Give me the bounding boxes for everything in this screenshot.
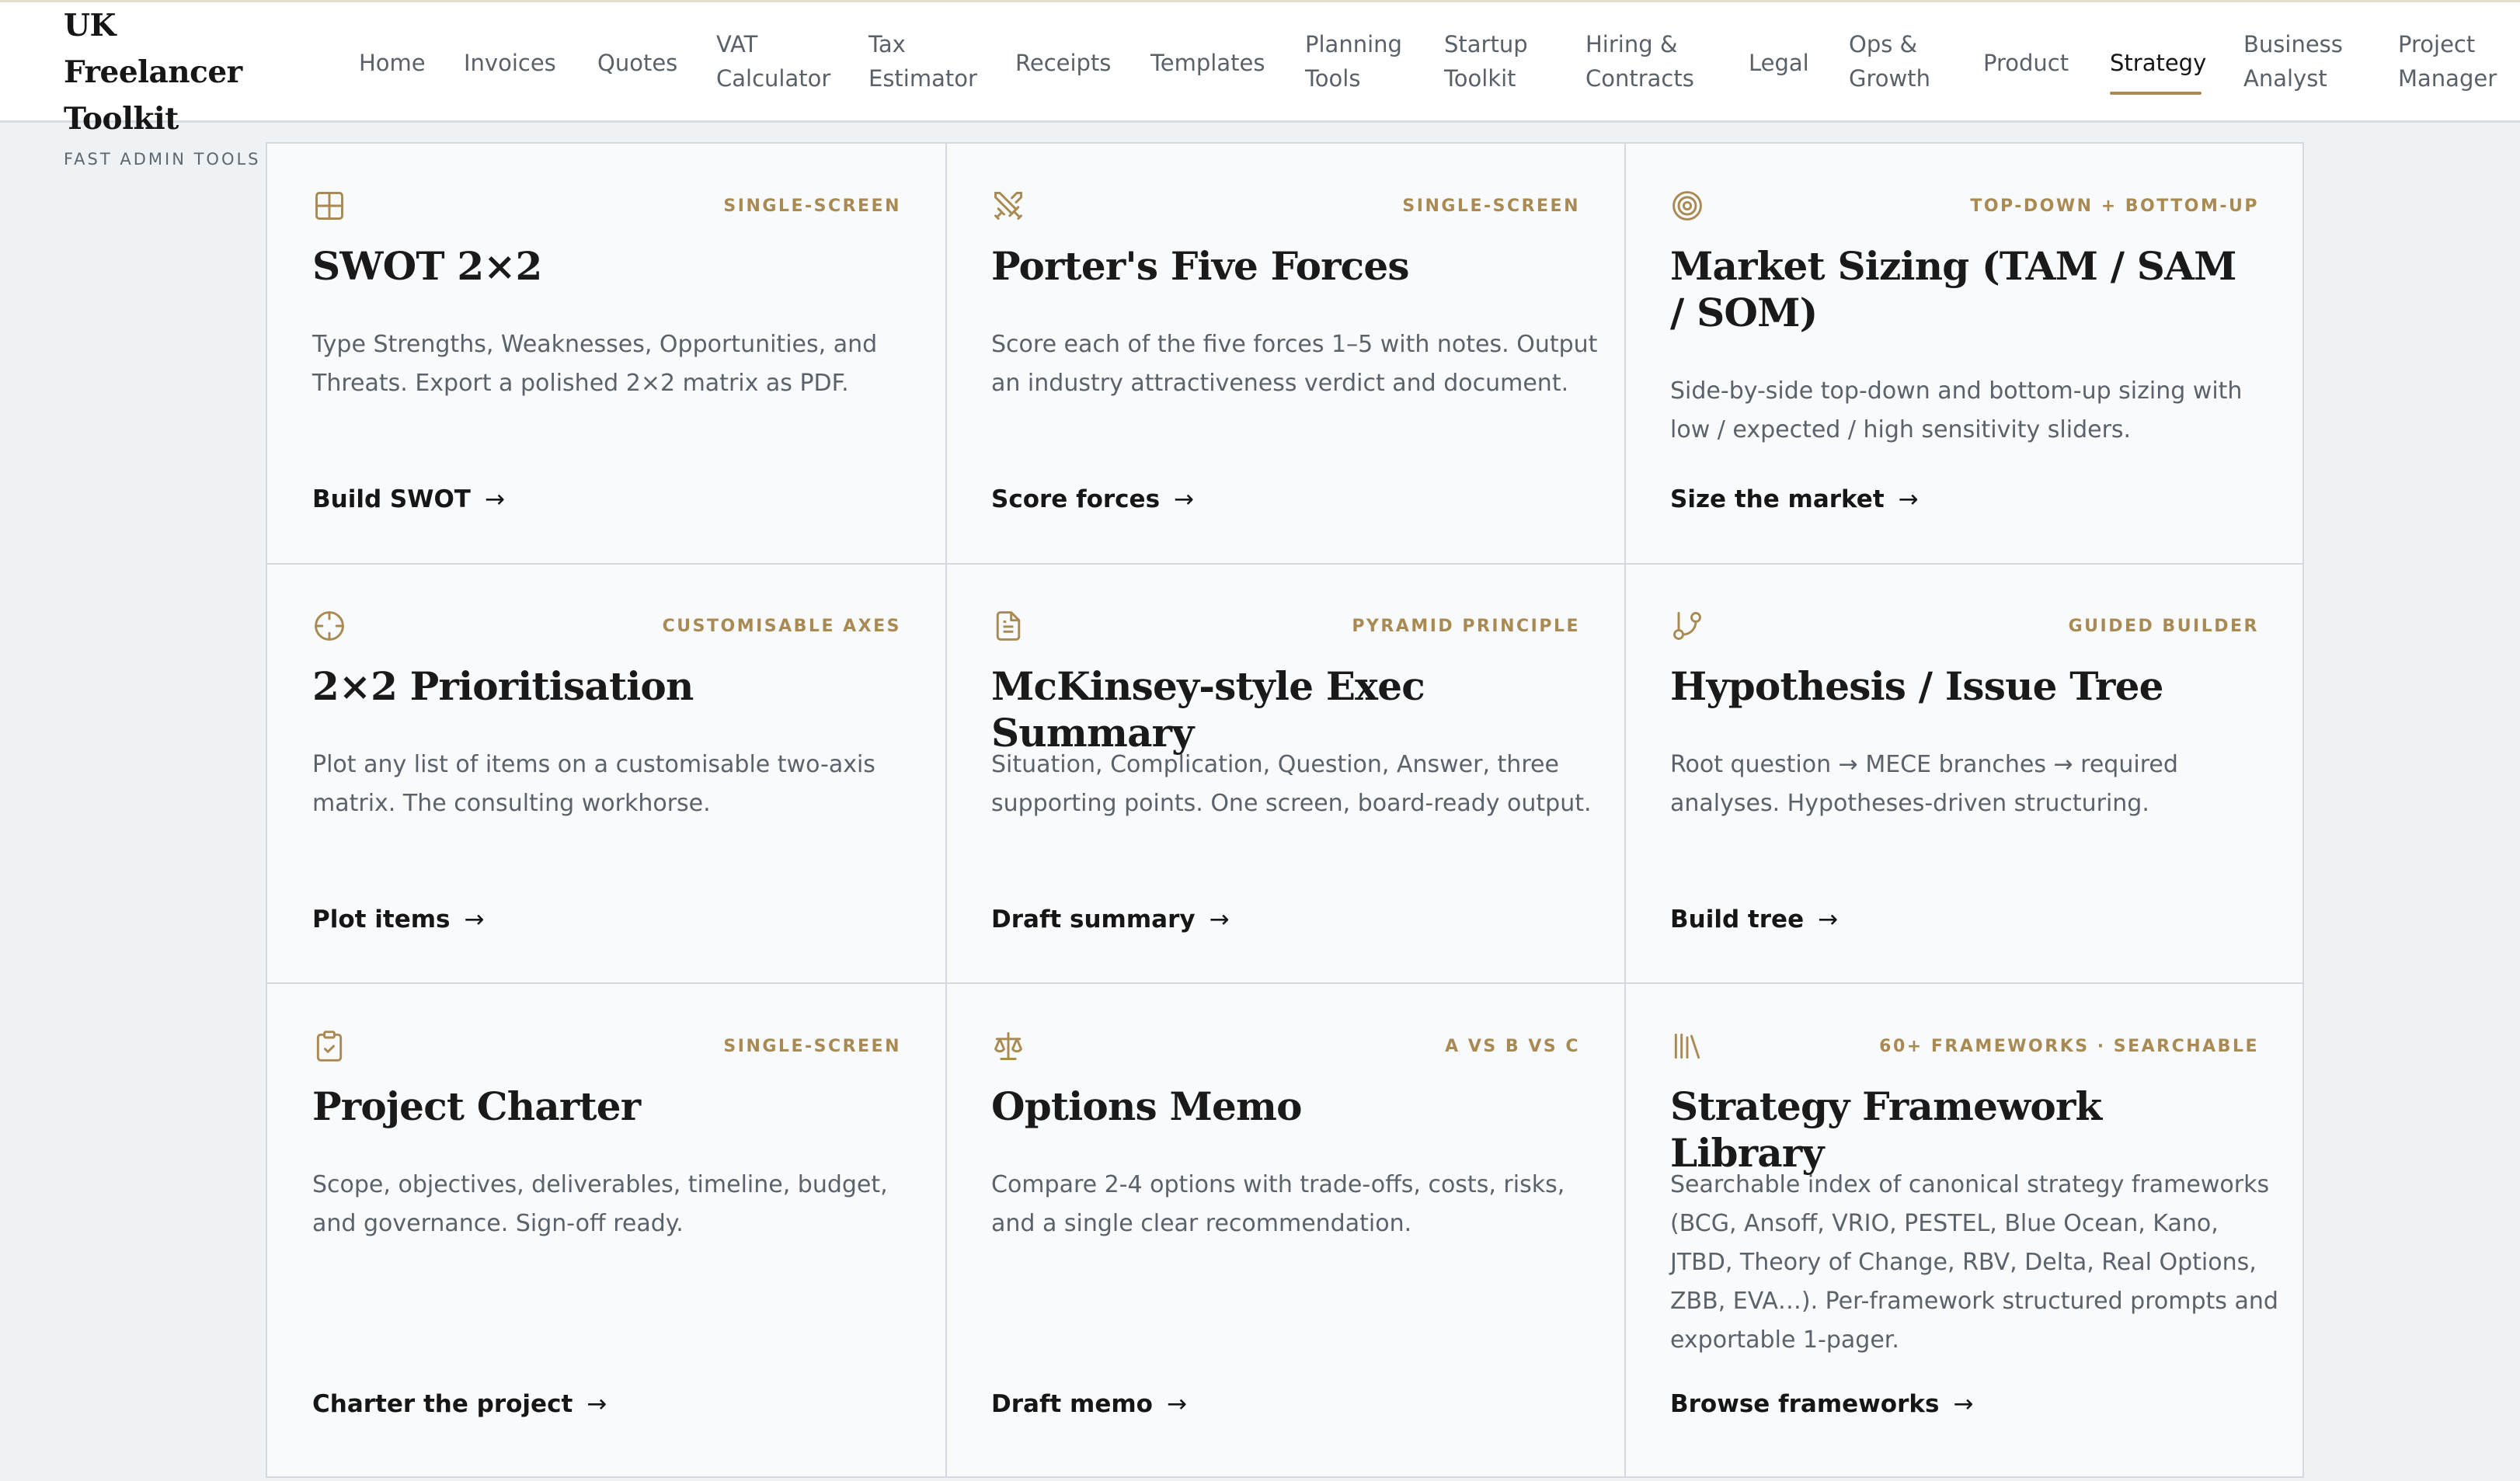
nav-item-tax-estimator[interactable]: Tax Estimator [868,31,977,92]
nav-item-vat-calculator[interactable]: VAT Calculator [716,31,831,92]
build-tree-link[interactable]: Build tree → [1670,906,1839,933]
card-description: Compare 2-4 options with trade-offs, costs, risks, and a single clear recommendation. [991,1171,1565,1237]
arrow-right-icon: → [1818,906,1839,933]
nav-item-hiring-contracts[interactable]: Hiring & Contracts [1585,31,1694,92]
tool-card-porters-five-forces[interactable] [946,144,1625,563]
draft-memo-link[interactable]: Draft memo → [991,1390,1187,1418]
swords-icon [991,189,1025,223]
crosshair-icon [312,609,346,643]
card-badge: TOP-DOWN + BOTTOM-UP [1970,196,2259,216]
card-badge: CUSTOMISABLE AXES [662,617,901,636]
clipboard-check-icon [312,1029,346,1063]
nav-item-business-analyst[interactable]: Business Analyst [2243,31,2343,92]
nav-item-startup-toolkit[interactable]: Startup Toolkit [1444,31,1528,92]
nav-item-ops-growth[interactable]: Ops & Growth [1849,31,1930,92]
card-description: Type Strengths, Weaknesses, Opportunities, and Threats. Export a polished 2×2 matrix as PDF. [312,331,878,397]
arrow-right-icon: → [1166,1390,1187,1418]
arrow-right-icon: → [1174,485,1195,513]
top-header [0,0,2520,169]
brand[interactable] [64,2,297,169]
card-title: Project Charter [312,1083,641,1129]
browse-frameworks-link[interactable]: Browse frameworks → [1670,1390,1974,1418]
brand-tagline: FAST ADMIN TOOLS [64,150,261,169]
arrow-right-icon: → [464,906,485,933]
card-description: Side-by-side top-down and bottom-up sizing with low / expected / high sensitivity sliders. [1670,377,2243,443]
card-badge: GUIDED BUILDER [2068,617,2259,636]
tool-card-issue-tree[interactable] [1625,564,2304,983]
tool-card-swot[interactable] [267,144,946,563]
tool-card-project-charter[interactable] [267,984,946,1481]
active-nav-indicator [2110,92,2202,95]
charter-the-project-link[interactable]: Charter the project → [312,1390,607,1418]
card-description: Searchable index of canonical strategy frameworks (BCG, Ansoff, VRIO, PESTEL, Blue Ocean, Kano, JTBD, Theory of Change, RBV, Delta, Real Options, ZBB, EVA…). Per-framework structured prompts and exportable 1-pager. [1670,1171,2278,1354]
score-forces-link[interactable]: Score forces → [991,485,1195,513]
grid-icon [312,189,346,223]
card-badge: PYRAMID PRINCIPLE [1352,617,1580,636]
card-title: Market Sizing (TAM / SAM / SOM) [1670,243,2236,335]
arrow-right-icon: → [586,1390,607,1418]
size-the-market-link[interactable]: Size the market → [1670,485,1919,513]
library-icon [1670,1029,1704,1063]
arrow-right-icon: → [1209,906,1230,933]
nav-item-quotes[interactable]: Quotes [597,50,678,76]
card-title: Options Memo [991,1083,1302,1129]
card-badge: SINGLE-SCREEN [723,1037,901,1056]
build-swot-link[interactable]: Build SWOT → [312,485,505,513]
nav-item-planning-tools[interactable]: Planning Tools [1305,31,1402,92]
nav-item-product[interactable]: Product [1983,50,2069,76]
nav-item-strategy[interactable]: Strategy [2110,50,2207,76]
target-icon [1670,189,1704,223]
arrow-right-icon: → [1898,485,1919,513]
card-description: Scope, objectives, deliverables, timeline, budget, and governance. Sign-off ready. [312,1171,888,1237]
card-badge: SINGLE-SCREEN [1402,196,1580,216]
card-badge: SINGLE-SCREEN [723,196,901,216]
card-description: Plot any list of items on a customisable two-axis matrix. The consulting workhorse. [312,751,875,817]
tool-card-options-memo[interactable] [946,984,1625,1481]
card-title: 2×2 Prioritisation [312,663,694,709]
nav-item-home[interactable]: Home [359,50,426,76]
tool-card-market-sizing[interactable] [1625,144,2304,563]
brand-name: UK Freelancer Toolkit [64,8,242,137]
card-title: Strategy Framework Library [1670,1083,2102,1176]
card-description: Score each of the five forces 1–5 with notes. Output an industry attractiveness verdict and document. [991,331,1598,397]
card-title: McKinsey-style Exec Summary [991,663,1425,756]
scales-icon [991,1029,1025,1063]
arrow-right-icon: → [1953,1390,1974,1418]
tool-card-prioritisation[interactable] [267,564,946,983]
card-title: Porter's Five Forces [991,243,1409,289]
document-icon [991,609,1025,643]
draft-summary-link[interactable]: Draft summary → [991,906,1230,933]
card-badge: A VS B VS C [1445,1037,1580,1056]
strategy-tools-grid [266,142,2304,1478]
card-description: Root question → MECE branches → required analyses. Hypotheses-driven structuring. [1670,751,2178,817]
card-badge: 60+ FRAMEWORKS · SEARCHABLE [1879,1037,2259,1056]
card-description: Situation, Complication, Question, Answer, three supporting points. One screen, board-ready output. [991,751,1592,817]
nav-item-project-manager[interactable]: Project Manager [2398,31,2497,92]
nav-item-invoices[interactable]: Invoices [464,50,556,76]
nav-item-receipts[interactable]: Receipts [1015,50,1112,76]
tool-card-framework-library[interactable] [1625,984,2304,1481]
tool-card-exec-summary[interactable] [946,564,1625,983]
nav-item-templates[interactable]: Templates [1150,50,1265,76]
card-title: Hypothesis / Issue Tree [1670,663,2163,709]
nav-item-legal[interactable]: Legal [1749,50,1809,76]
arrow-right-icon: → [484,485,505,513]
git-branch-icon [1670,609,1704,643]
plot-items-link[interactable]: Plot items → [312,906,485,933]
card-title: SWOT 2×2 [312,243,542,289]
